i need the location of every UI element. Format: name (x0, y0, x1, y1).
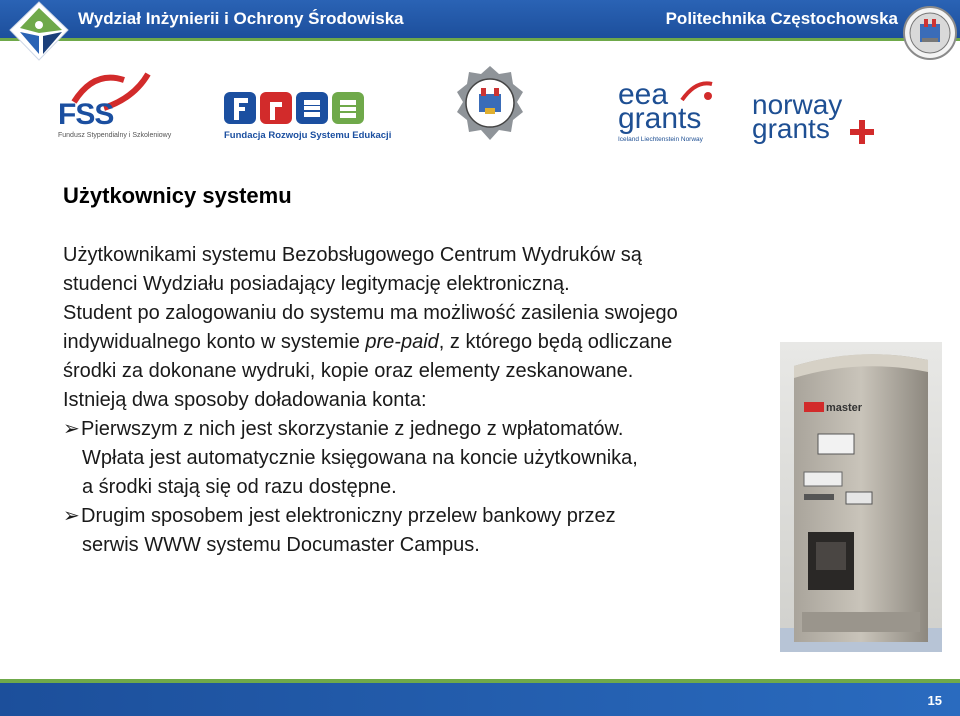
university-name: Politechnika Częstochowska (665, 9, 898, 28)
footer-bar (0, 683, 960, 716)
fss-logo (58, 68, 172, 142)
bullet-1-cont-2: a środki stają się od razu dostępne. (82, 476, 397, 498)
kiosk-brand-label: master (826, 402, 863, 414)
fss-subtitle: Fundusz Stypendialny i Szkoleniowy (58, 132, 172, 139)
frse-logo (224, 88, 392, 144)
body-line-1: Użytkownikami systemu Bezobsługowego Centrum Wydruków są (63, 244, 642, 266)
payment-kiosk-photo (780, 342, 942, 652)
body-line-4 (63, 328, 783, 357)
page-number: 15 (927, 693, 942, 708)
bullet-1-cont-1: Wpłata jest automatycznie księgowana na koncie użytkownika, (82, 447, 638, 469)
slide-title: Użytkownicy systemu (63, 183, 292, 208)
norway-grants-logo (752, 90, 878, 148)
arrow-bullet-icon: ➢ (63, 505, 80, 527)
body-line-2: studenci Wydziału posiadający legitymację elektroniczną. (63, 273, 570, 295)
header-bar (0, 0, 960, 38)
frse-letters-icon (224, 88, 369, 128)
slide-body (63, 241, 783, 560)
eea-grants-logo (618, 74, 716, 148)
eea-text: eea (618, 78, 669, 111)
bullet-item-1 (63, 415, 783, 444)
body-line-3: Student po zalogowaniu do systemu ma możliwość zasilenia swojego (63, 302, 678, 324)
faculty-diamond-logo (8, 0, 70, 64)
bullet-2-cont: serwis WWW systemu Documaster Campus. (82, 534, 480, 556)
norway-cross-icon (848, 118, 876, 146)
body-line-6: Istnieją dwa sposoby doładowania konta: (63, 389, 427, 411)
bullet-1-text: Pierwszym z nich jest skorzystanie z jednego z wpłatomatów. (81, 418, 624, 440)
university-crest-icon (902, 2, 958, 64)
eea-mark-icon (680, 78, 714, 106)
eea-grants-text: grants (618, 102, 702, 135)
bullet-item-2 (63, 502, 783, 531)
body-line-4-start: indywidualnego konto w systemie (63, 331, 366, 353)
university-seal-icon (455, 64, 525, 142)
body-line-4-end: , z którego będą odliczane (438, 331, 673, 353)
faculty-name: Wydział Inżynierii i Ochrony Środowiska (78, 9, 404, 28)
prepaid-term: pre-paid (365, 331, 439, 353)
body-line-5: środki za dokonane wydruki, kopie oraz elementy zeskanowane. (63, 360, 634, 382)
header-stripe (0, 38, 960, 41)
fss-name: FSS (58, 98, 114, 131)
bullet-2-text: Drugim sposobem jest elektroniczny przelew bankowy przez (81, 505, 616, 527)
frse-subtitle: Fundacja Rozwoju Systemu Edukacji (224, 130, 392, 141)
arrow-bullet-icon: ➢ (63, 418, 80, 440)
eea-subtitle: Iceland Liechtenstein Norway (618, 136, 703, 143)
norway-grants-text: grants (752, 113, 830, 144)
norway-text: norway (752, 89, 843, 120)
